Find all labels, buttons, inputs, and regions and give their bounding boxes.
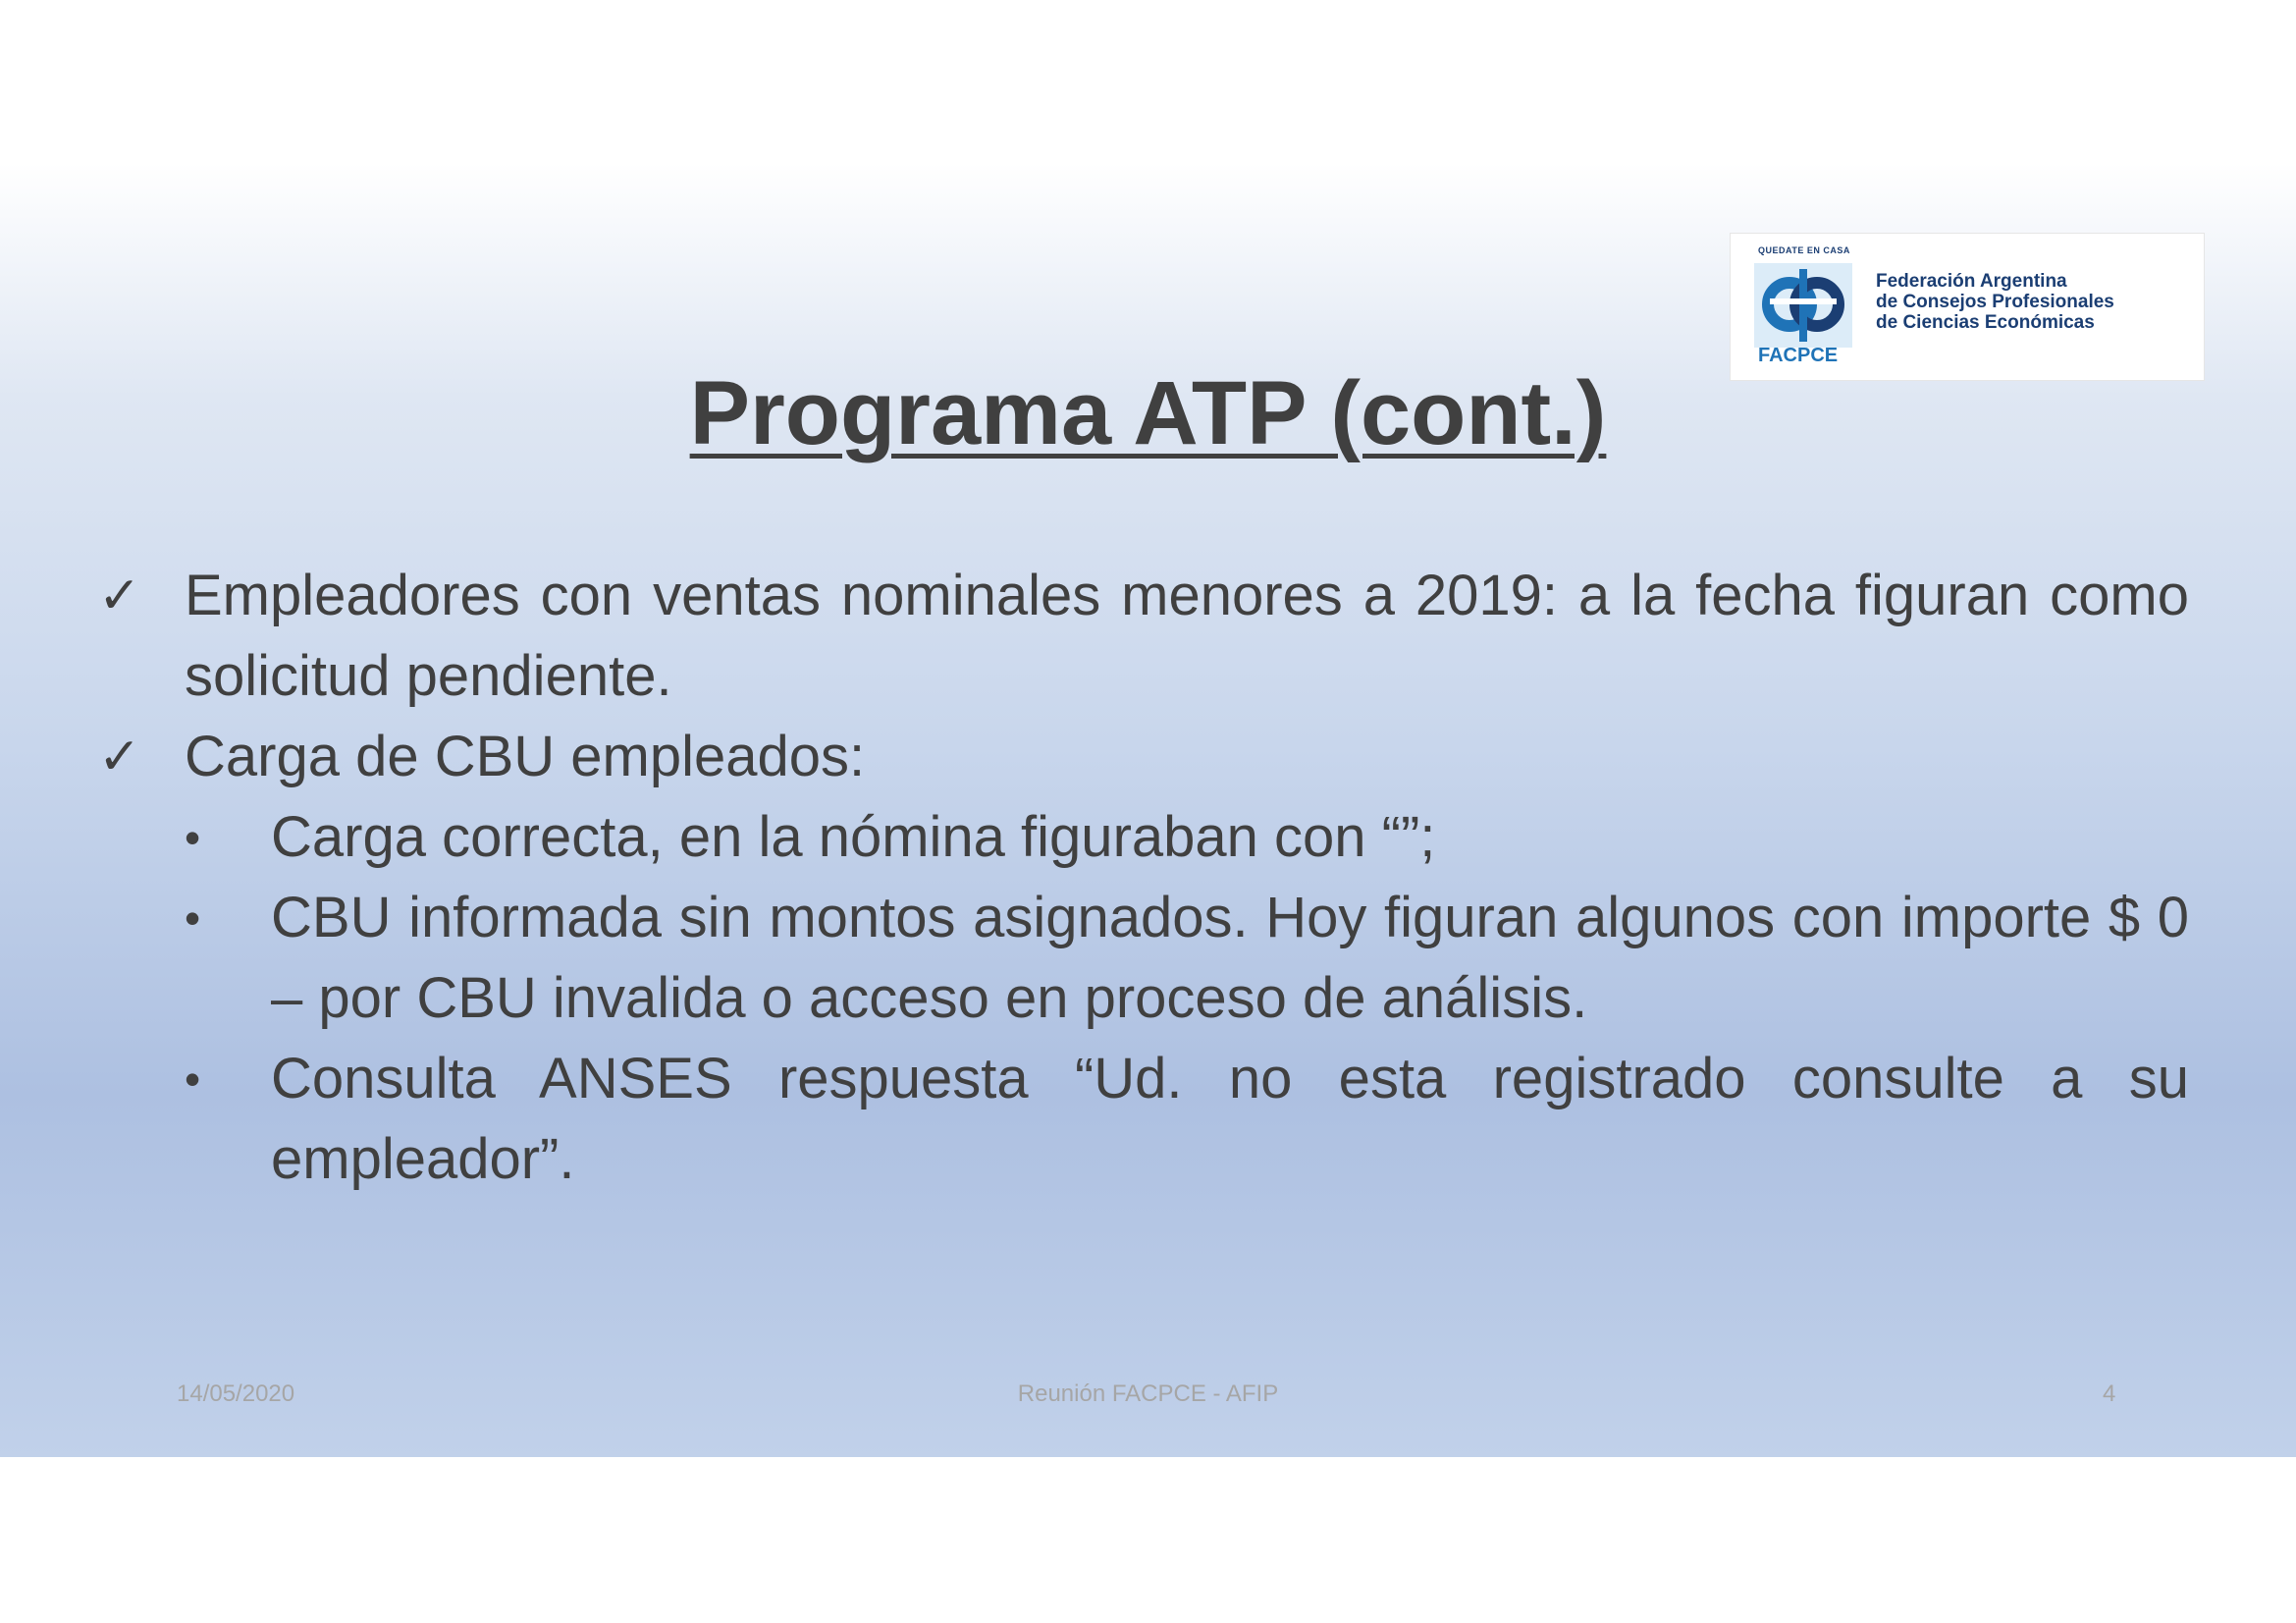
bullet-icon: • <box>185 812 201 863</box>
check-icon: ✓ <box>98 567 141 625</box>
list-item-text: Empleadores con ventas nominales menores a 2019: a la fecha figuran como solicitud pendiente. <box>185 564 2189 708</box>
slide <box>0 163 2296 1457</box>
page-number: 4 <box>2103 1380 2116 1407</box>
footer-title: Reunión FACPCE - AFIP <box>1017 1380 1279 1407</box>
sub-list-item <box>185 797 2189 878</box>
slide-title-text: Programa ATP (cont.) <box>689 363 1607 463</box>
logo-name-line: Federación Argentina <box>1876 271 2067 292</box>
sub-list-item <box>185 1039 2189 1200</box>
sub-list-item-text: Carga correcta, en la nómina figuraban con “”; <box>271 805 1436 869</box>
list-item <box>98 717 2189 797</box>
slide-title <box>0 359 2296 467</box>
list-item-text: Carga de CBU empleados: <box>185 725 866 788</box>
logo-tagline: QUEDATE EN CASA <box>1758 245 1850 255</box>
logo-name-line: de Consejos Profesionales <box>1876 292 2114 312</box>
slide-body <box>98 556 2189 1200</box>
list-item <box>98 556 2189 717</box>
footer-date: 14/05/2020 <box>177 1380 295 1407</box>
sub-list-item-text: Consulta ANSES respuesta “Ud. no esta registrado consulte a su empleador”. <box>271 1047 2189 1191</box>
check-icon: ✓ <box>98 728 141 786</box>
logo-name <box>1876 271 2114 333</box>
sub-list-item-text: CBU informada sin montos asignados. Hoy figuran algunos con importe $ 0 – por CBU invalida o acceso en proceso de análisis. <box>271 886 2189 1030</box>
logo-acronym: FACPCE <box>1758 345 1839 366</box>
logo-name-line: de Ciencias Económicas <box>1876 312 2095 333</box>
facpce-emblem-icon <box>1750 259 1856 353</box>
bullet-icon: • <box>185 1054 201 1105</box>
bullet-icon: • <box>185 893 201 944</box>
sub-list-item <box>185 878 2189 1039</box>
